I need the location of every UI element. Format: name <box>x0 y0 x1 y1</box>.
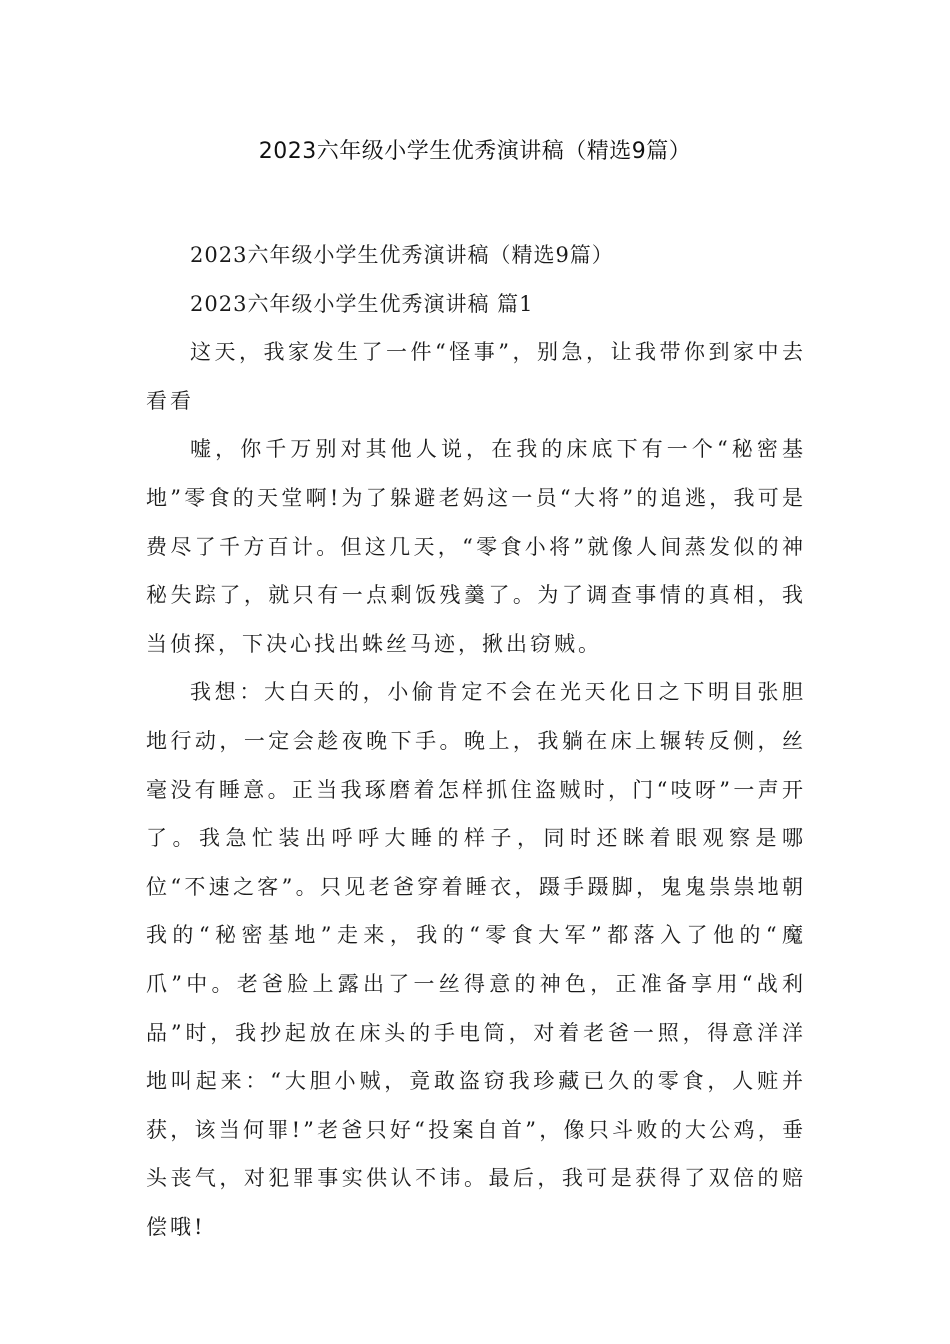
paragraph-catch-thief: 我想：大白天的，小偷肯定不会在光天化日之下明目张胆地行动，一定会趁夜晚下手。晚上，我躺在床上辗转反侧，丝毫没有睡意。正当我琢磨着怎样抓住盗贼时，门“吱呀”一声开了。我急忙装出呼呼大睡的样子，同时还眯着眼观察是哪位“不速之客”。只见老爸穿着睡衣，蹑手蹑脚，鬼鬼祟祟地朝我的“秘密基地”走来，我的“零食大军”都落入了他的“魔爪”中。老爸脸上露出了一丝得意的神色，正准备享用“战利品”时，我抄起放在床头的手电筒，对着老爸一照，得意洋洋地叫起来：“大胆小贼，竟敢盗窃我珍藏已久的零食，人赃并获，该当何罪!”老爸只好“投案自首”，像只斗败的大公鸡，垂头丧气，对犯罪事实供认不讳。最后，我可是获得了双倍的赔偿哦! <box>146 680 806 1239</box>
document-title: 2023六年级小学生优秀演讲稿（精选9篇） <box>258 139 692 164</box>
paragraph-section-heading: 2023六年级小学生优秀演讲稿 篇1 <box>190 291 534 316</box>
document-body <box>146 231 806 1251</box>
paragraph-secret-base: 嘘，你千万别对其他人说，在我的床底下有一个“秘密基地”零食的天堂啊!为了躲避老妈这一员“大将”的追逃，我可是费尽了千方百计。但这几天，“零食小将”就像人间蒸发似的神秘失踪了，就只有一点剩饭残羹了。为了调查事情的真相，我当侦探，下决心找出蛛丝马迹，揪出窃贼。 <box>146 437 806 656</box>
paragraph-intro: 这天，我家发生了一件“怪事”，别急，让我带你到家中去看看 <box>146 340 806 413</box>
paragraph-subtitle: 2023六年级小学生优秀演讲稿（精选9篇） <box>190 243 614 267</box>
